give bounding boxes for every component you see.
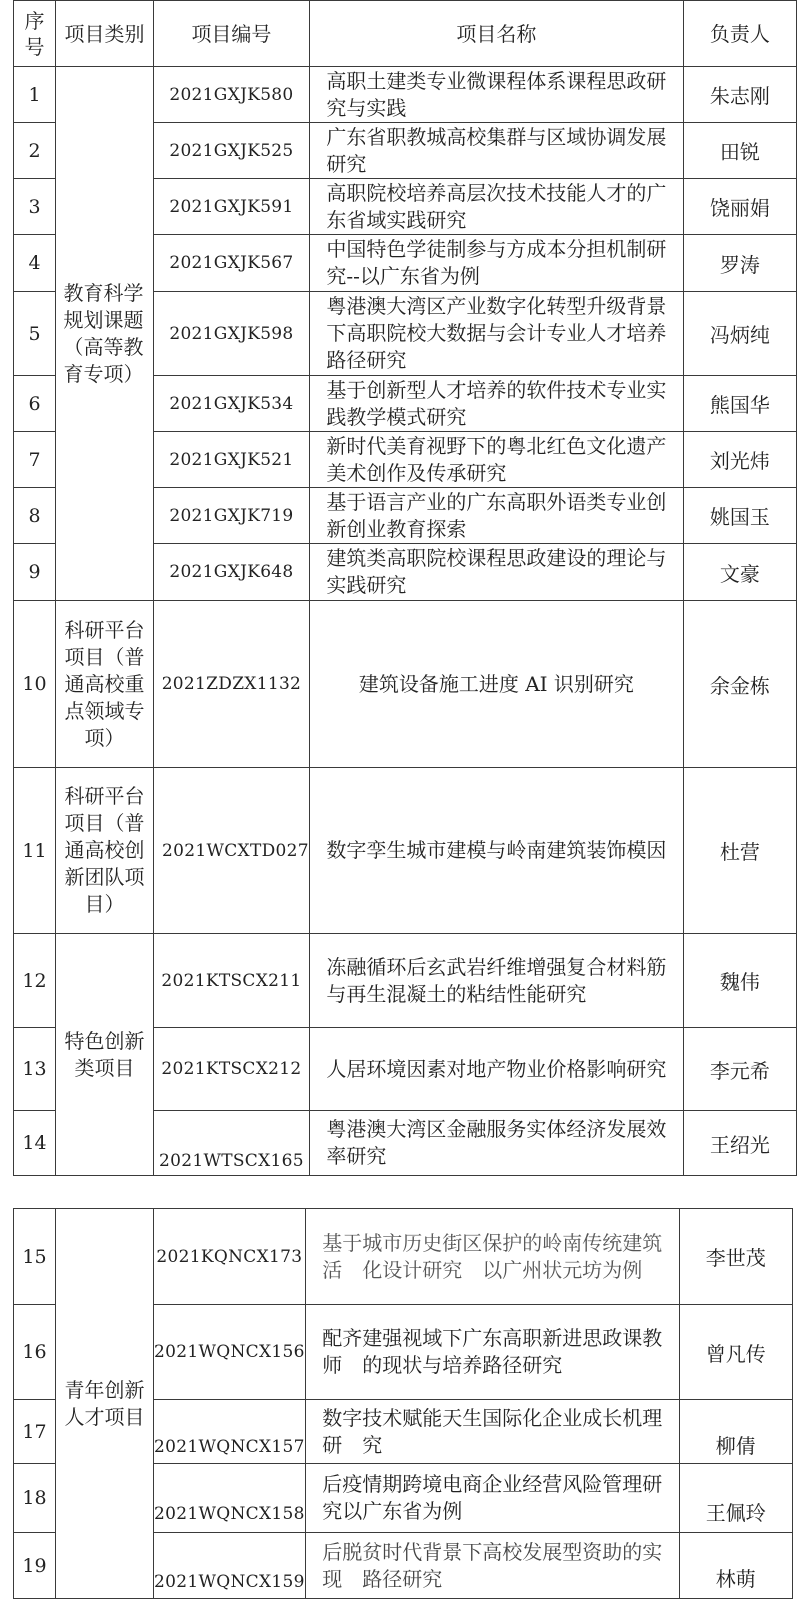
category-cell-youth: 青年创新人才项目 [56, 1209, 154, 1599]
seq-cell: 8 [14, 488, 56, 544]
leader-cell: 田锐 [683, 123, 796, 179]
name-cell: 新时代美育视野下的粤北红色文化遗产美术创作及传承研究 [309, 432, 683, 488]
seq-cell: 9 [14, 544, 56, 601]
leader-cell: 朱志刚 [683, 67, 796, 123]
seq-cell: 12 [14, 934, 56, 1028]
name-cell: 基于创新型人才培养的软件技术专业实践教学模式研究 [309, 376, 683, 432]
code-cell: 2021ZDZX1132 [154, 601, 310, 768]
seq-cell: 6 [14, 376, 56, 432]
seq-cell: 11 [14, 768, 56, 934]
seq-cell: 7 [14, 432, 56, 488]
code-cell: 2021GXJK567 [154, 235, 310, 292]
name-cell: 基于城市历史街区保护的岭南传统建筑活 化设计研究 以广州状元坊为例 [305, 1209, 679, 1305]
code-cell: 2021WQNCX158 [154, 1464, 306, 1533]
leader-cell: 林萌 [679, 1533, 792, 1599]
seq-cell: 16 [14, 1305, 56, 1400]
seq-cell: 10 [14, 601, 56, 768]
category-cell-special: 特色创新类项目 [56, 934, 154, 1176]
seq-cell: 13 [14, 1028, 56, 1111]
name-cell: 粤港澳大湾区金融服务实体经济发展效率研究 [309, 1111, 683, 1176]
seq-cell: 17 [14, 1400, 56, 1464]
code-cell: 2021KTSCX211 [154, 934, 310, 1028]
leader-cell: 姚国玉 [683, 488, 796, 544]
leader-cell: 刘光炜 [683, 432, 796, 488]
name-cell: 中国特色学徒制参与方成本分担机制研究--以广东省为例 [309, 235, 683, 292]
header-row [14, 1, 797, 67]
code-cell: 2021WTSCX165 [154, 1111, 310, 1176]
name-cell: 建筑设备施工进度 AI 识别研究 [309, 601, 683, 768]
leader-cell: 柳倩 [679, 1400, 792, 1464]
name-cell: 广东省职教城高校集群与区域协调发展研究 [309, 123, 683, 179]
name-cell: 数字孪生城市建模与岭南建筑装饰模因 [309, 768, 683, 934]
leader-cell: 曾凡传 [679, 1305, 792, 1400]
code-cell: 2021GXJK591 [154, 179, 310, 235]
name-cell: 冻融循环后玄武岩纤维增强复合材料筋与再生混凝土的粘结性能研究 [309, 934, 683, 1028]
leader-cell: 杜营 [683, 768, 796, 934]
code-cell: 2021WCXTD027 [154, 768, 310, 934]
leader-cell: 冯炳纯 [683, 292, 796, 376]
seq-cell: 3 [14, 179, 56, 235]
category-cell-platform-key: 科研平台项目（普通高校重点领域专项） [56, 601, 154, 768]
leader-cell: 李世茂 [679, 1209, 792, 1305]
name-cell: 后脱贫时代背景下高校发展型资助的实现 路径研究 [305, 1533, 679, 1599]
name-cell: 后疫情期跨境电商企业经营风险管理研究以广东省为例 [305, 1464, 679, 1533]
leader-cell: 余金栋 [683, 601, 796, 768]
seq-cell: 14 [14, 1111, 56, 1176]
header-category: 项目类别 [56, 1, 154, 67]
code-cell: 2021WQNCX157 [154, 1400, 306, 1464]
code-cell: 2021KTSCX212 [154, 1028, 310, 1111]
seq-cell: 15 [14, 1209, 56, 1305]
code-cell: 2021GXJK521 [154, 432, 310, 488]
table-row [14, 768, 797, 934]
table-row [14, 934, 797, 1028]
table-row [14, 1209, 793, 1305]
name-cell: 数字技术赋能天生国际化企业成长机理研 究 [305, 1400, 679, 1464]
name-cell: 高职土建类专业微课程体系课程思政研究与实践 [309, 67, 683, 123]
project-table-part1 [13, 0, 797, 1176]
table-page-break [13, 1199, 790, 1208]
name-cell: 配齐建强视域下广东高职新进思政课教师 的现状与培养路径研究 [305, 1305, 679, 1400]
code-cell: 2021WQNCX159 [154, 1533, 306, 1599]
category-cell-platform-team: 科研平台项目（普通高校创新团队项目） [56, 768, 154, 934]
name-cell: 建筑类高职院校课程思政建设的理论与实践研究 [309, 544, 683, 601]
seq-cell: 19 [14, 1533, 56, 1599]
name-cell: 高职院校培养高层次技术技能人才的广东省域实践研究 [309, 179, 683, 235]
header-leader: 负责人 [683, 1, 796, 67]
leader-cell: 王绍光 [683, 1111, 796, 1176]
seq-cell: 5 [14, 292, 56, 376]
code-cell: 2021GXJK598 [154, 292, 310, 376]
seq-cell: 2 [14, 123, 56, 179]
name-cell: 粤港澳大湾区产业数字化转型升级背景下高职院校大数据与会计专业人才培养路径研究 [309, 292, 683, 376]
leader-cell: 李元希 [683, 1028, 796, 1111]
code-cell: 2021WQNCX156 [154, 1305, 306, 1400]
name-cell: 人居环境因素对地产物业价格影响研究 [309, 1028, 683, 1111]
code-cell: 2021GXJK648 [154, 544, 310, 601]
seq-cell: 18 [14, 1464, 56, 1533]
code-cell: 2021GXJK534 [154, 376, 310, 432]
name-cell: 基于语言产业的广东高职外语类专业创新创业教育探索 [309, 488, 683, 544]
header-name: 项目名称 [309, 1, 683, 67]
code-cell: 2021GXJK580 [154, 67, 310, 123]
leader-cell: 熊国华 [683, 376, 796, 432]
seq-cell: 1 [14, 67, 56, 123]
header-code: 项目编号 [154, 1, 310, 67]
leader-cell: 罗涛 [683, 235, 796, 292]
table-row [14, 601, 797, 768]
leader-cell: 王佩玲 [679, 1464, 792, 1533]
project-table-part2 [13, 1208, 793, 1599]
category-cell-edu: 教育科学规划课题（高等教育专项） [56, 67, 154, 601]
header-seq: 序号 [14, 1, 56, 67]
code-cell: 2021GXJK525 [154, 123, 310, 179]
seq-cell: 4 [14, 235, 56, 292]
leader-cell: 饶丽娟 [683, 179, 796, 235]
leader-cell: 文豪 [683, 544, 796, 601]
leader-cell: 魏伟 [683, 934, 796, 1028]
code-cell: 2021GXJK719 [154, 488, 310, 544]
table-row [14, 67, 797, 123]
code-cell: 2021KQNCX173 [154, 1209, 306, 1305]
